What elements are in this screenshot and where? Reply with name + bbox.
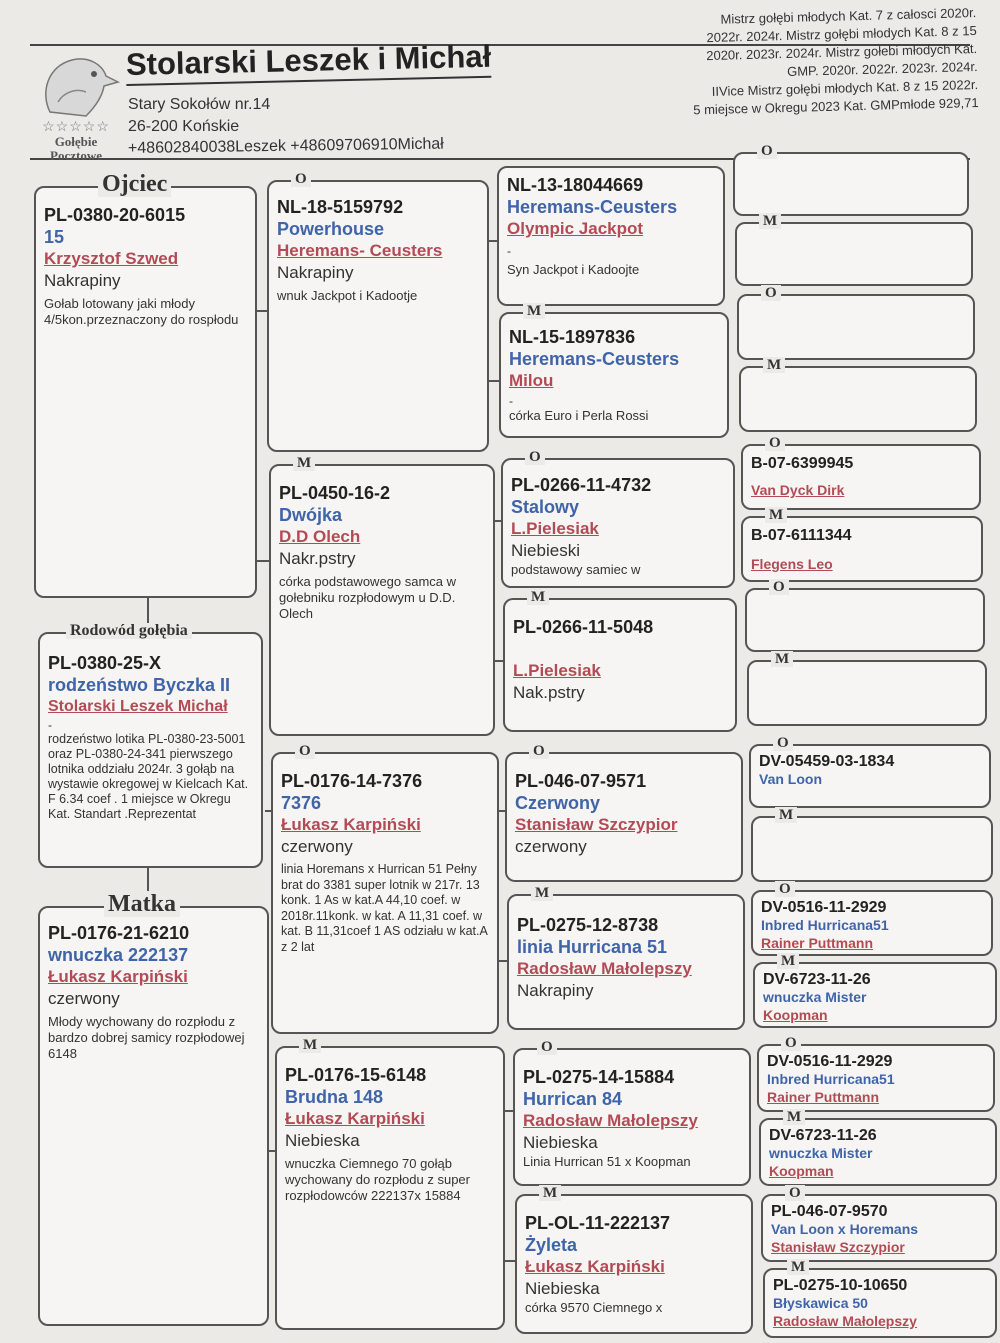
mff-ring: PL-046-07-9571 bbox=[515, 771, 647, 791]
achievement-line: Mistrz gołębi młodych Kat. 7 z całosci 2020r. bbox=[720, 4, 977, 27]
mfm-m-owner: Koopman bbox=[763, 1007, 828, 1023]
fmf-o-card bbox=[741, 435, 981, 510]
connector-line bbox=[255, 560, 269, 562]
sire-label: O bbox=[537, 1039, 557, 1055]
mf-owner: Łukasz Karpiński bbox=[281, 815, 421, 834]
mmm-color: Niebieska bbox=[525, 1279, 600, 1298]
mfm-o-name: Inbred Hurricana51 bbox=[761, 917, 889, 933]
dam-label: M bbox=[771, 651, 793, 667]
fmm-color: Nak.pstry bbox=[513, 683, 585, 702]
mother-note: Młody wychowany do rozpłodu z bardzo dobrej samicy rozpłodowej 6148 bbox=[48, 1014, 245, 1061]
mff-owner: Stanisław Szczypior bbox=[515, 815, 678, 834]
mfm-m-card bbox=[753, 953, 997, 1028]
mmm-o-owner: Stanisław Szczypior bbox=[771, 1239, 905, 1255]
mf-color: czerwony bbox=[281, 837, 353, 856]
subject-note: rodzeństwo lotika PL-0380-23-5001 oraz PL-0380-24-341 pierwszego lotnika oddziału 2024r. 3 gołąb na wystawie okregowej w Kielcach Kat. F 6.34 coef . 1 miejsce w Okregu Kat. Standart .Reprezentat bbox=[48, 732, 249, 821]
father-label: Ojciec bbox=[98, 171, 171, 197]
fmm-owner: L.Pielesiak bbox=[513, 661, 601, 680]
sire-label: O bbox=[291, 171, 311, 187]
sire-label: O bbox=[525, 449, 545, 465]
phone-line: +48602840038Leszek +48609706910Michał bbox=[127, 135, 444, 157]
dam-label: M bbox=[775, 807, 797, 823]
fmf-note: podstawowy samiec w bbox=[511, 562, 641, 577]
ff-name: Powerhouse bbox=[277, 219, 385, 239]
mf-card bbox=[271, 743, 499, 1034]
mmf-ring: PL-0275-14-15884 bbox=[523, 1067, 675, 1087]
fff-card bbox=[497, 166, 725, 306]
address-line-1: Stary Sokołów nr.14 bbox=[128, 96, 271, 113]
mff-m-card bbox=[751, 807, 993, 882]
ffm-note: córka Euro i Perla Rossi bbox=[509, 408, 649, 423]
mfm-o-owner: Rainer Puttmann bbox=[761, 935, 874, 951]
fmm-ring: PL-0266-11-5048 bbox=[513, 617, 654, 637]
ffm-owner: Milou bbox=[509, 371, 554, 390]
mff-o-ring: DV-05459-03-1834 bbox=[759, 753, 895, 770]
subject-dash: - bbox=[48, 718, 52, 732]
mmf-color: Niebieska bbox=[523, 1133, 598, 1152]
mmf-name: Hurrican 84 bbox=[523, 1089, 623, 1109]
achievement-line: IIVice Mistrz gołębi młodych Kat. 8 z 15 2022r. bbox=[711, 76, 979, 99]
fff-name: Heremans-Ceusters bbox=[507, 197, 678, 217]
subject-card bbox=[38, 622, 263, 868]
fm-color: Nakr.pstry bbox=[279, 549, 356, 568]
sire-label: O bbox=[769, 579, 789, 595]
father-card bbox=[34, 171, 257, 598]
ff-ring: NL-18-5159792 bbox=[277, 197, 404, 217]
mfm-o-ring: DV-0516-11-2929 bbox=[761, 899, 887, 916]
sire-label: O bbox=[765, 435, 785, 451]
sire-label: O bbox=[773, 735, 793, 751]
dam-label: M bbox=[299, 1037, 321, 1053]
logo-text-1: Gołębie bbox=[54, 134, 98, 149]
header bbox=[0, 0, 1000, 163]
mm-color: Niebieska bbox=[285, 1131, 360, 1150]
mff-card bbox=[505, 743, 743, 882]
mff-o-card bbox=[749, 735, 991, 808]
mmf-owner: Radosław Małolepszy bbox=[523, 1111, 698, 1130]
mmm-ring: PL-OL-11-222137 bbox=[525, 1213, 671, 1233]
dam-label: M bbox=[523, 303, 545, 319]
ffm-card bbox=[499, 303, 729, 438]
ff-note: wnuk Jackpot i Kadootje bbox=[277, 288, 418, 303]
sire-label: O bbox=[785, 1185, 805, 1201]
ffm-name: Heremans-Ceusters bbox=[509, 349, 680, 369]
ffm-ring: NL-15-1897836 bbox=[509, 327, 636, 347]
ff-card bbox=[267, 171, 489, 452]
dam-label: M bbox=[763, 357, 785, 373]
fmf-owner: L.Pielesiak bbox=[511, 519, 599, 538]
fmm-card bbox=[503, 589, 737, 732]
dam-label: M bbox=[527, 589, 549, 605]
address-line-2: 26-200 Końskie bbox=[128, 118, 240, 135]
mmf-note: Linia Hurrican 51 x Koopman bbox=[523, 1154, 691, 1169]
mmm-o-card bbox=[761, 1185, 997, 1262]
achievement-line: 5 miejsce w Okregu 2023 Kat. GMPmłode 929,71 bbox=[693, 94, 979, 118]
mother-ring: PL-0176-21-6210 bbox=[48, 923, 190, 943]
mmm-owner: Łukasz Karpiński bbox=[525, 1257, 665, 1276]
mfm-ring: PL-0275-12-8738 bbox=[517, 915, 659, 935]
mmf-o-card bbox=[757, 1035, 995, 1112]
dam-label: M bbox=[787, 1259, 809, 1275]
fmf-ring: PL-0266-11-4732 bbox=[511, 475, 652, 495]
mmf-o-owner: Rainer Puttmann bbox=[767, 1089, 880, 1105]
mm-owner: Łukasz Karpiński bbox=[285, 1109, 425, 1128]
mf-ring: PL-0176-14-7376 bbox=[281, 771, 423, 791]
mfm-color: Nakrapiny bbox=[517, 981, 594, 1000]
mff-o-name: Van Loon bbox=[759, 771, 822, 787]
mfm-m-name: wnuczka Mister bbox=[763, 989, 867, 1005]
fff-note: Syn Jackpot i Kadoojte bbox=[507, 262, 640, 277]
mmf-m-name: wnuczka Mister bbox=[769, 1145, 873, 1161]
fmf-o-owner: Van Dyck Dirk bbox=[751, 482, 845, 498]
mother-name: wnuczka 222137 bbox=[48, 945, 189, 965]
mmm-note: córka 9570 Ciemnego x bbox=[525, 1300, 663, 1315]
achievements bbox=[596, 4, 979, 122]
subject-owner: Stolarski Leszek Michał bbox=[48, 698, 228, 715]
mmf-o-name: Inbred Hurricana51 bbox=[767, 1071, 895, 1087]
fmm-o-card bbox=[745, 579, 985, 652]
sire-label: O bbox=[757, 143, 777, 159]
ff-color: Nakrapiny bbox=[277, 263, 354, 282]
achievement-line: 2022r. 2024r. Mistrz gołębi młodych Kat. 8 z 15 bbox=[706, 22, 977, 46]
fm-ring: PL-0450-16-2 bbox=[279, 483, 391, 503]
subject-ring: PL-0380-25-X bbox=[48, 653, 162, 673]
mm-note: wnuczka Ciemnego 70 gołąb wychowany do rozpłodu z super rozpłodowców 222137x 15884 bbox=[285, 1156, 470, 1203]
mfm-card bbox=[507, 885, 745, 1030]
fff-m-card bbox=[735, 213, 973, 286]
mmm-m-card bbox=[763, 1259, 997, 1338]
mm-name: Brudna 148 bbox=[285, 1087, 384, 1107]
dam-label: M bbox=[539, 1185, 561, 1201]
achievement-line: GMP. 2020r. 2022r. 2023r. 2024r. bbox=[786, 58, 978, 79]
pedigree-label: Rodowód gołębia bbox=[66, 623, 192, 639]
mfm-owner: Radosław Małolepszy bbox=[517, 959, 692, 978]
fmf-color: Niebieski bbox=[511, 541, 580, 560]
mf-name: 7376 bbox=[281, 793, 322, 813]
mfm-m-ring: DV-6723-11-26 bbox=[763, 971, 871, 988]
logo bbox=[30, 52, 122, 163]
fmf-m-card bbox=[741, 507, 983, 582]
sire-label: O bbox=[775, 881, 795, 897]
fmf-m-owner: Flegens Leo bbox=[751, 556, 833, 572]
mff-color: czerwony bbox=[515, 837, 587, 856]
fm-card bbox=[269, 455, 495, 736]
father-owner: Krzysztof Szwed bbox=[44, 249, 179, 268]
father-note: Gołab lotowany jaki młody 4/5kon.przeznaczony do rospłodu bbox=[44, 296, 239, 327]
mmm-card bbox=[515, 1185, 753, 1334]
fm-note: córka podstawowego samca w gołebniku rozpłodowym u D.D. Olech bbox=[279, 574, 457, 621]
mother-card bbox=[38, 891, 269, 1326]
dam-label: M bbox=[777, 953, 799, 969]
mmm-o-name: Van Loon x Horemans bbox=[771, 1221, 919, 1237]
fff-ring: NL-13-18044669 bbox=[507, 175, 644, 195]
dam-label: M bbox=[293, 455, 315, 471]
mff-name: Czerwony bbox=[515, 793, 601, 813]
fmf-card bbox=[501, 449, 735, 588]
subject-name: rodzeństwo Byczka II bbox=[48, 675, 231, 695]
mmm-o-ring: PL-046-07-9570 bbox=[771, 1203, 888, 1220]
fmf-name: Stalowy bbox=[511, 497, 580, 517]
connector-line bbox=[147, 596, 149, 624]
dam-label: M bbox=[765, 507, 787, 523]
mother-color: czerwony bbox=[48, 989, 120, 1008]
fff-o-card bbox=[733, 143, 969, 216]
fmm-m-card bbox=[747, 651, 987, 726]
sire-label: O bbox=[781, 1035, 801, 1051]
mfm-o-card bbox=[751, 881, 993, 956]
logo-stars: ☆☆☆☆☆ bbox=[42, 118, 110, 134]
ffm-dash: - bbox=[509, 394, 513, 408]
ffm-m-card bbox=[739, 357, 977, 432]
fmf-m-ring: B-07-6111344 bbox=[751, 527, 852, 544]
mmf-m-card bbox=[759, 1109, 997, 1186]
mother-owner: Łukasz Karpiński bbox=[48, 967, 188, 986]
sire-label: O bbox=[295, 743, 315, 759]
dam-label: M bbox=[783, 1109, 805, 1125]
father-ring: PL-0380-20-6015 bbox=[44, 205, 186, 225]
mf-note: linia Horemans x Hurrican 51 Pełny brat do 3381 super lotnik w 217r. 13 konk. 1 As w kat.A 44,10 coef. w 2018r.11konk. w kat. A 11,31 coef. w kat. B 11,31coef 1 AS odziału w kat.A z 2 lat bbox=[281, 862, 488, 954]
sire-label: O bbox=[529, 743, 549, 759]
achievement-line: 2020r. 2023r. 2024r. Mistrz gołebi młodych Kat. bbox=[706, 40, 978, 64]
fff-owner: Olympic Jackpot bbox=[507, 219, 644, 238]
mother-label: Matka bbox=[104, 891, 180, 917]
dam-label: M bbox=[531, 885, 553, 901]
mmm-name: Żyleta bbox=[525, 1235, 578, 1255]
mfm-name: linia Hurricana 51 bbox=[517, 937, 668, 957]
ffm-o-card bbox=[737, 285, 975, 360]
logo-text-2: Pocztowe bbox=[50, 148, 102, 163]
mmm-m-owner: Radosław Małolepszy bbox=[773, 1313, 917, 1329]
mm-card bbox=[275, 1037, 505, 1330]
father-name: 15 bbox=[44, 227, 65, 247]
mmm-m-name: Błyskawica 50 bbox=[773, 1295, 868, 1311]
mmf-o-ring: DV-0516-11-2929 bbox=[767, 1053, 893, 1070]
fmf-o-ring: B-07-6399945 bbox=[751, 455, 854, 472]
breeder-name: Stolarski Leszek i Michał bbox=[126, 38, 492, 86]
father-color: Nakrapiny bbox=[44, 271, 121, 290]
mm-ring: PL-0176-15-6148 bbox=[285, 1065, 427, 1085]
ff-owner: Heremans- Ceusters bbox=[277, 241, 443, 260]
sire-label: O bbox=[761, 285, 781, 301]
pigeon-head-icon bbox=[30, 52, 122, 124]
mmf-card bbox=[513, 1039, 751, 1186]
fff-dash: - bbox=[507, 244, 511, 258]
mmf-m-ring: DV-6723-11-26 bbox=[769, 1127, 877, 1144]
dam-label: M bbox=[759, 213, 781, 229]
fm-owner: D.D Olech bbox=[279, 527, 361, 546]
fm-name: Dwójka bbox=[279, 505, 343, 525]
mmf-m-owner: Koopman bbox=[769, 1163, 834, 1179]
mmm-m-ring: PL-0275-10-10650 bbox=[773, 1277, 908, 1294]
